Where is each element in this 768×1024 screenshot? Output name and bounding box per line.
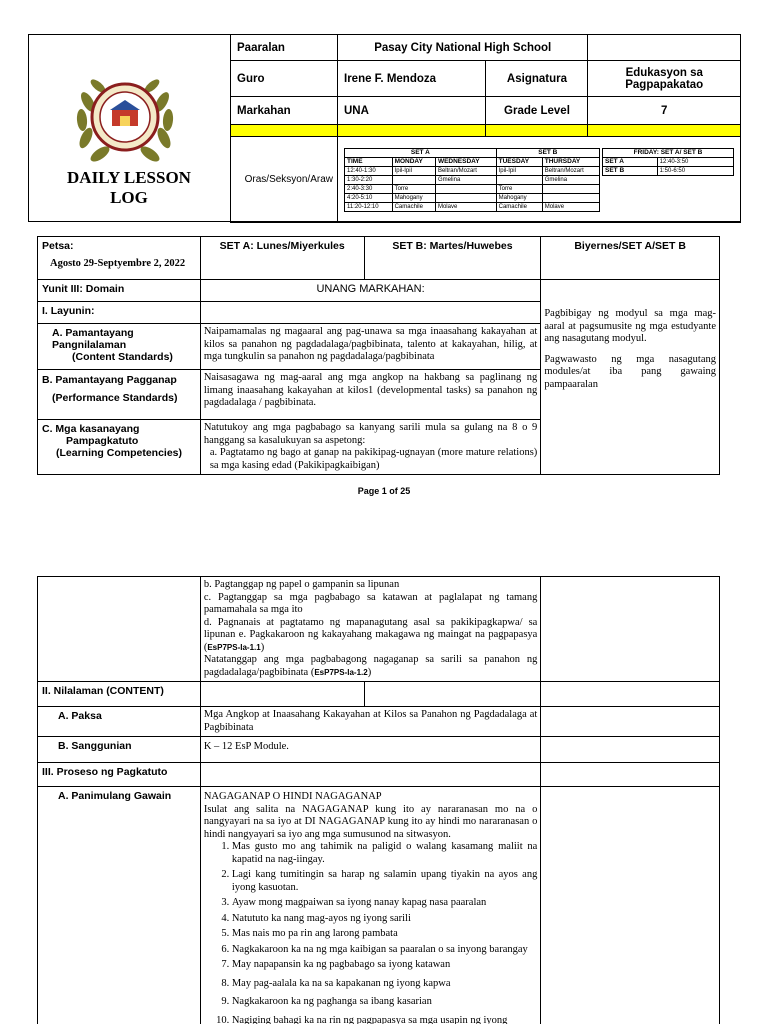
page-number: Page 1 of 25: [357, 486, 411, 496]
competency-b: b. Pagtanggap ng papel o gampanin sa lipunan: [203, 579, 400, 590]
schedule-table: [344, 148, 600, 212]
friday-header: FRIDAY: SET A/ SET B: [603, 148, 734, 157]
col-monday: MONDAY: [392, 157, 435, 166]
set-b-days: SET B: Martes/Huwebes: [364, 237, 541, 280]
set-a-header: SET A: [345, 148, 497, 157]
code-esp7ps-ia-1-1: EsP7PS-Ia-1.1: [207, 642, 261, 652]
school-seal-logo: [70, 62, 180, 172]
lesson-table-page-2: [37, 576, 720, 1024]
col-wednesday: WEDNESDAY: [435, 157, 496, 166]
list-item: 3. Ayaw mong magpaiwan sa iyong nanay kapag nasa paaralan: [232, 897, 538, 910]
activity-instructions: Isulat ang salita na NAGAGANAP kung ito ay nararanasan mo na o nangyayari na sa iyo at DI NAGAGANAP kung ito ay hindi mo nararanasan o hindi nangyayari sa iyo ang mga sumusunod na sitwasyon.: [203, 803, 538, 840]
learning-competencies-label: C. Mga kasanayang Pampagkatuto (Learning Competencies): [38, 420, 201, 475]
competency-d-e: d. Pagnanais at pagtatamo ng mapanagutang asal sa pakikipagkapwa/ sa lipunan e. Pagkakaroon ng kakayahang makagawa ng maingat na pagpapasya (EsP7PS-Ia-1.1): [203, 616, 538, 653]
col-thursday: THURSDAY: [542, 157, 599, 166]
grade-level-value: 7: [588, 97, 741, 125]
asignatura-value: Edukasyon sa Pagpapakatao: [588, 61, 741, 97]
list-item: 4. Natututo ka nang mag-ayos ng iyong sarili: [232, 913, 538, 926]
guro-label: Guro: [231, 61, 338, 97]
set-b-header: SET B: [496, 148, 599, 157]
panimulang-gawain-label: A. Panimulang Gawain: [38, 787, 201, 1024]
lesson-table-page-1: [37, 236, 720, 475]
yunit-label: Yunit III: Domain: [38, 280, 201, 302]
learning-competencies-text: Natutukoy ang mga pagbabago sa kanyang sarili mula sa gulang na 8 o 9 hanggang sa kasalukuyan sa aspetong: a. Pagtatamo ng bago at ganap na pakikipag-ugnayan (more mature relations) sa mga kasing edad (Pakikipagkaibigan): [200, 420, 541, 475]
performance-standards-label: B. Pamantayang Pagganap (Performance Standards): [38, 370, 201, 420]
activity-list: [232, 841, 538, 1024]
nilalaman-label: II. Nilalaman (CONTENT): [38, 682, 201, 707]
content-standards-text: Naipamamalas ng magaaral ang pag-unawa sa mga inaasahang kakayahan at kilos sa panahon ng pagdadalaga/pagbibinata, talento at kakayahan, hilig, at mga tungkulin sa panahon ng pagdadalaga/pagbibinata: [200, 324, 541, 370]
activity-title: NAGAGANAP O HINDI NAGAGANAP: [203, 791, 382, 802]
competency-c: c. Pagtanggap sa mga pagbabago sa katawan at paglalapat ng tamang pamamahala sa mga ito: [203, 591, 538, 615]
friday-activity-cell: [541, 280, 720, 475]
content-standards-label: A. Pamantayang Pangnilalaman (Content Standards): [38, 324, 201, 370]
paksa-text: Mga Angkop at Inaasahang Kakayahan at Kilos sa Panahon ng Pagdadalaga at Pagbibinata: [200, 707, 541, 737]
list-item: 1. Mas gusto mo ang tahimik na paligid o walang kasamang maliit na kapatid na nag-iingay.: [232, 841, 538, 866]
yellow-band: [231, 125, 338, 137]
code-esp7ps-ia-1-2: EsP7PS-Ia-1.2: [314, 667, 368, 677]
markahan-value: UNA: [338, 97, 486, 125]
schedule-row: 11:20-12:10 Camachile Molave Camachile Molave: [345, 202, 600, 211]
schedule-row: 12:40-1:30 Ipil-Ipil Beltran/Mozart Ipil-Ipil Beltran/Mozart: [345, 166, 600, 175]
petsa-value: Agosto 29-Septyembre 2, 2022: [50, 258, 186, 269]
friday-schedule-table: FRIDAY: SET A/ SET B SET A 12:40-3:50 SET B 1:50-6:50: [602, 148, 734, 176]
friday-text-1: Pagbibigay ng modyul sa mga mag-aaral at pagsumusite ng mga estudyante ang nasagutang modyul.: [544, 308, 716, 344]
sanggunian-label: B. Sanggunian: [38, 737, 201, 763]
header-info-table: [230, 34, 741, 223]
list-item: 8. May pag-aalala ka na sa kapakanan ng iyong kapwa: [232, 978, 538, 991]
list-item: 7. May napapansin ka ng pagbabago sa iyong katawan: [232, 959, 538, 972]
friday-column-header: Biyernes/SET A/SET B: [541, 237, 720, 280]
competency-f: Natatanggap ang mga pagbabagong nagaganap sa sarili sa panahon ng pagdadalaga/pagbibinata (EsP7PS-Ia-1.2): [203, 654, 538, 678]
yunit-value: UNANG MARKAHAN:: [200, 280, 541, 302]
layunin-label: I. Layunin:: [38, 302, 201, 324]
list-item: 9. Nagkakaroon ka ng paghanga sa ibang kasarian: [232, 996, 538, 1009]
paksa-label: A. Paksa: [38, 707, 201, 737]
schedule-row: 4:20-5:10 Mahogany Mahogany: [345, 193, 600, 202]
sanggunian-text: K – 12 EsP Module.: [200, 737, 541, 763]
guro-value: Irene F. Mendoza: [338, 61, 486, 97]
petsa-cell: [38, 237, 201, 280]
set-a-days: SET A: Lunes/Miyerkules: [200, 237, 364, 280]
col-time: TIME: [345, 157, 393, 166]
schedule-row: 1:30-2:20 Gmelina Gmelina: [345, 175, 600, 184]
performance-standards-text: Naisasagawa ng mag-aaral ang mga angkop na hakbang sa paglinang ng limang inaasahang kakayahan at kilos1 (developmental tasks) sa panahon ng pagdadalaga / pagbibinata.: [200, 370, 541, 420]
list-item: 10. Nagiging bahagi ka na rin ng pagpapasya sa mga usapin ng iyong: [232, 1015, 538, 1024]
paaralan-label: Paaralan: [231, 35, 338, 61]
col-tuesday: TUESDAY: [496, 157, 542, 166]
schedule-cell: [338, 137, 741, 223]
asignatura-label: Asignatura: [486, 61, 588, 97]
paaralan-value: Pasay City National High School: [338, 35, 588, 61]
title-line-1: DAILY LESSON: [67, 168, 191, 187]
friday-text-2: Pagwawasto ng mga nasagutang modules/at iba pang gawaing pampaaralan: [544, 353, 716, 390]
petsa-label: Petsa:: [42, 240, 74, 252]
markahan-label: Markahan: [231, 97, 338, 125]
title-line-2: LOG: [110, 188, 148, 207]
daily-lesson-log-title: [28, 168, 230, 216]
list-item: 2. Lagi kang tumitingin sa harap ng salamin upang tiyakin na ayos ang iyong kasuotan.: [232, 869, 538, 894]
panimulang-gawain-content: [200, 787, 541, 1024]
schedule-row: 2:40-3:30 Torre Torre: [345, 184, 600, 193]
list-item: 6. Nagkakaroon ka na ng mga kaibigan sa paaralan o sa inyong barangay: [232, 944, 538, 957]
grade-level-label: Grade Level: [486, 97, 588, 125]
competencies-continued: [200, 577, 541, 682]
list-item: 5. Mas nais mo pa rin ang larong pambata: [232, 928, 538, 941]
proseso-label: III. Proseso ng Pagkatuto: [38, 763, 201, 787]
oras-seksyon-araw-label: Oras/Seksyon/Araw: [231, 137, 338, 223]
